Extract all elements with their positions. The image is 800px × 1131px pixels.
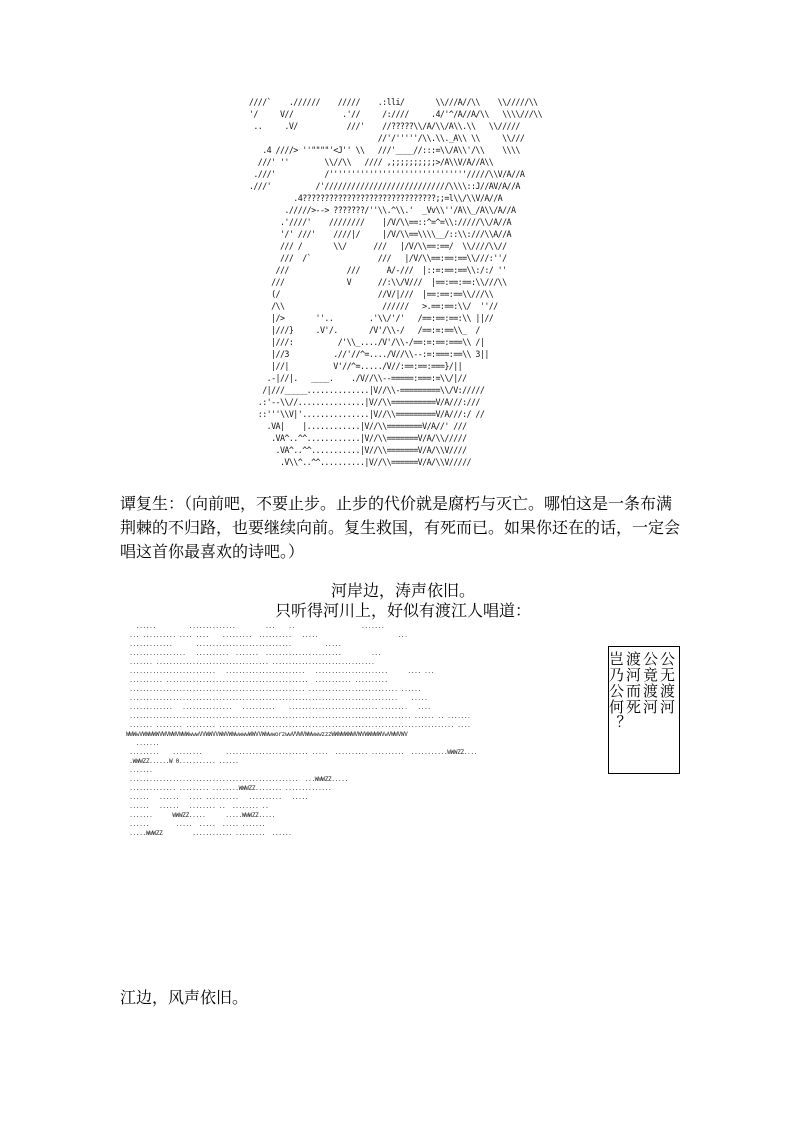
ascii-art-boat-scene: ////` .////// ///// .:lli/ \\///A//\\ \\/////\\ '/ V// .'// /://// .4/'^/A//A/\\ \\\\///\\ .. .V/ ///' //?????\\/A/\\/A\\.\\ \\///// //'/'''''/\\.\\._A\\ \\ \\/// .4 ////> ''""""'<J'' \\ ///'____//:::=\\/A\\'/\\ \\\\ ///' '' \\//\\ //// ,;;;;;;;;;;>/A\\V/A//A\\ .///' /'''''''''''''''''''''''''''''''/////\\V/A//A .///' /'////////////////////////////\\\\::J//AV/A//A .4??????????????????????????????;;=l\\/\\V/A//A ./////>--> ???????/''\\.^\\.' _Vv\\''/A\\_/A\\/A//A .'////' //////// |/V/\\==::^=^=\\://///\\/A//A '/' ///' ////|/ |/V/\\==\\\\__/::\\:///\\A//A /// / \\/ /// |/V/\\==:==/ \\////\\// /// /` /// |/V/\\==:==:==\\///:''/ /// /// A/-/// |::=:==:==\\:/:/ '' /// V //:\\/V/// |==:==:==:\\///\\ (/ //V/|/// |==:==:==\\///\\ /\\ ////// >.==:==:\\/ ''// |/> ''.. .'\\/'/' /==:==:==:\\ ||// |///} .V'/. /V'/\\-/ /==:=:==\\_ / |///: /'\\_..../V'/\\-/==:=:==:===\\ /| |//3 .//'//^=..../V//\\--:=:===:==\\ 3|| |//| V'//^=...../V//:==:==:===}/|| .-|//|. ____. ./V//\\--=====:===:=\\/|// /|///_____..............|V//\\-=========\\/V:///// .:'--\\//...............|V//\\==========V/A///:/// ::'''\\V|'...............|V//\\=========V/A///:/ // .VA| |............|V//\\========V/A//' /// .VA^..^^............|V//\\=======V/A/\\///// .VA^..^^...........|V//\\=======V/A/\\V//// .V\\^..^^..........|V//\\======V/A/\\V///// xyxy=(248,97,543,467)
poem-box xyxy=(608,646,680,774)
poem-line-4: 岂乃公何？ xyxy=(607,651,625,731)
poem-line-1: 公无渡河 xyxy=(658,651,676,715)
narration-paragraph: 谭复生：（向前吧，不要止步。止步的代价就是腐朽与灭亡。哪怕这是一条布满荆棘的不归路，也要继续向前。复生救国，有死而已。如果你还在的话，一定会唱这首你最喜欢的诗吧。） xyxy=(120,494,681,561)
closing-line: 江边，风声依旧。 xyxy=(120,988,249,1007)
ascii-art-river-waves: ...... .............. ... .. ....... ... .......... .... .... ......... .......... ..... ... ............. ............................. ..... ................. .......... ....... ....................... ... ....... .................................. ............................... .......................... ........................ ...................... .... ... .......... ........................................... ........... .......... ..................................................... ........................... ...... ................................................................................. ..... ............. ............... .......... ........................... ........ .... ..................................................................................... ...... .. ....... ....... ........ ......... ....................................................................... .... WWWwVWWWWWVWVWWVWWWwwwVVWWVVWWVWWwwwwWWVVWWwworzwwVVWVWWwwwzzzWWWWWWWVWVWWWWWVwVWWVWV ....... ......... ......... ......................... ..... .......... .......... ...........WWWZZ.... .WWWZZ......W 0........... ...... ....... ................................................... ...WWWZZ..... .............. ......... ........WWWZZ........ .............. ...... ...... .... .......... .......... ..... ...... ...... ........ .. ........ .. ....... WWWZZ..... .....WWWZZ..... ...... ..... ..... ..... ....... .....WWWZZ ............ ......... ...... xyxy=(126,623,478,837)
verse-intro-line-1: 河岸边，涛声依旧。 xyxy=(330,581,475,600)
poem-line-3: 渡河而死 xyxy=(624,651,642,715)
verse-intro-line-2: 只听得河川上，好似有渡江人唱道： xyxy=(274,601,531,620)
poem-line-2: 公竟渡河 xyxy=(641,651,659,715)
